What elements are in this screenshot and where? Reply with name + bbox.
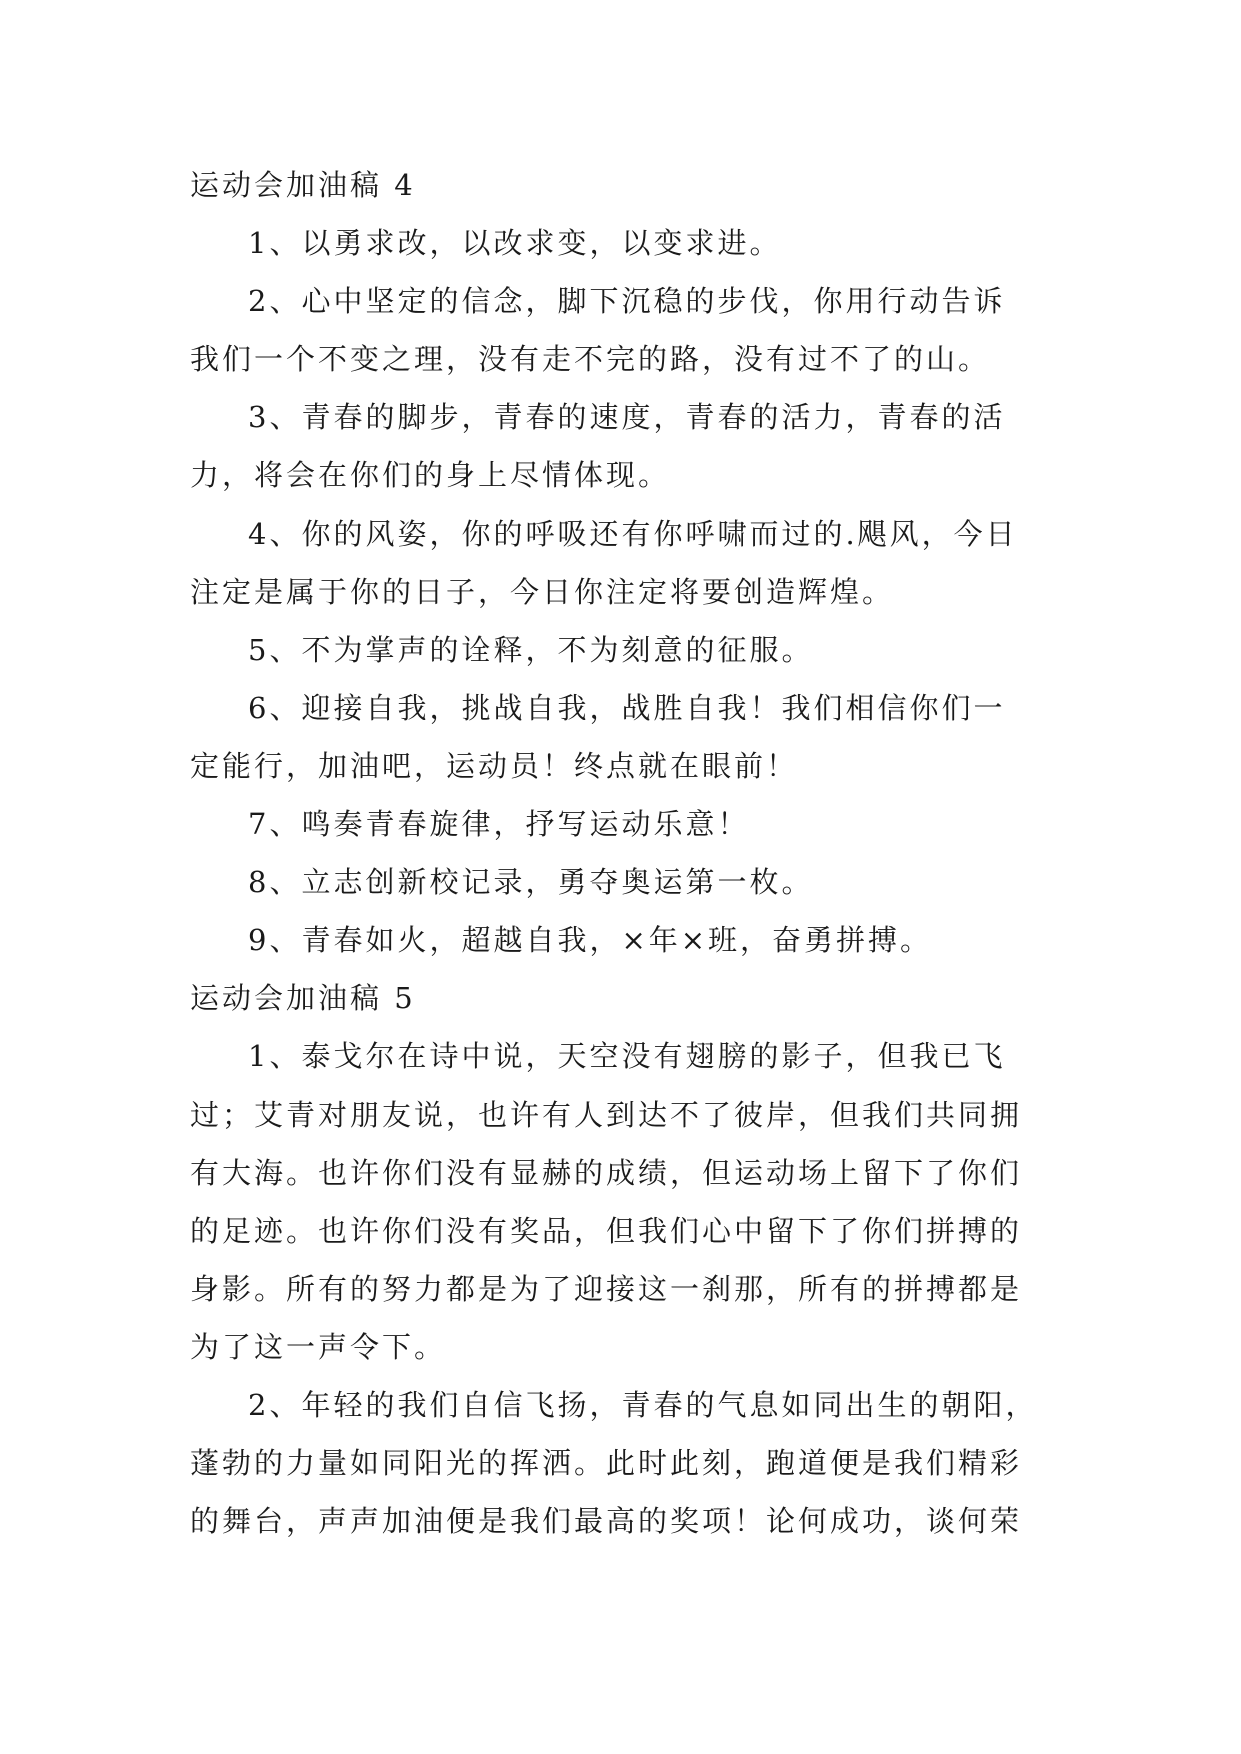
paragraph-line: 4、你的风姿，你的呼吸还有你呼啸而过的.飓风，今日 xyxy=(248,516,1018,551)
paragraph-line: 2、年轻的我们自信飞扬，青春的气息如同出生的朝阳， xyxy=(248,1387,1038,1422)
paragraph-line: 力，将会在你们的身上尽情体现。 xyxy=(190,458,671,493)
paragraph-line: 3、青春的脚步，青春的速度，青春的活力，青春的活 xyxy=(248,400,1006,435)
paragraph-line: 9、青春如火，超越自我，×年×班，奋勇拼搏。 xyxy=(248,923,933,958)
paragraph-line: 2、心中坚定的信念，脚下沉稳的步伐，你用行动告诉 xyxy=(248,284,1006,319)
paragraph-line: 身影。所有的努力都是为了迎接这一刹那，所有的拼搏都是 xyxy=(190,1271,1023,1306)
paragraph-line: 的舞台，声声加油便是我们最高的奖项！论何成功，谈何荣 xyxy=(190,1504,1023,1539)
paragraph-line: 1、泰戈尔在诗中说，天空没有翅膀的影子，但我已飞 xyxy=(248,1039,1006,1074)
section-title: 运动会加油稿 4 xyxy=(190,168,416,202)
paragraph-line: 6、迎接自我，挑战自我，战胜自我！我们相信你们一 xyxy=(248,690,1006,725)
paragraph-line: 我们一个不变之理，没有走不完的路，没有过不了的山。 xyxy=(190,342,991,377)
paragraph-line: 过；艾青对朋友说，也许有人到达不了彼岸，但我们共同拥 xyxy=(190,1097,1023,1132)
section-title: 运动会加油稿 5 xyxy=(190,981,416,1016)
paragraph-line: 有大海。也许你们没有显赫的成绩，但运动场上留下了你们 xyxy=(190,1155,1023,1190)
paragraph-line: 5、不为掌声的诠释，不为刻意的征服。 xyxy=(248,632,814,667)
document-body xyxy=(190,156,1060,1550)
paragraph-line: 定能行，加油吧，运动员！终点就在眼前！ xyxy=(190,748,799,783)
paragraph-line: 注定是属于你的日子，今日你注定将要创造辉煌。 xyxy=(190,574,895,609)
paragraph-line: 8、立志创新校记录，勇夺奥运第一枚。 xyxy=(248,865,814,900)
paragraph-line: 的足迹。也许你们没有奖品，但我们心中留下了你们拼搏的 xyxy=(190,1213,1023,1248)
paragraph-line: 为了这一声令下。 xyxy=(190,1329,447,1364)
paragraph-line: 1、以勇求改，以改求变，以变求进。 xyxy=(248,226,782,261)
paragraph-line: 7、鸣奏青春旋律，抒写运动乐意！ xyxy=(248,807,750,842)
paragraph-line: 蓬勃的力量如同阳光的挥洒。此时此刻，跑道便是我们精彩 xyxy=(190,1446,1023,1481)
